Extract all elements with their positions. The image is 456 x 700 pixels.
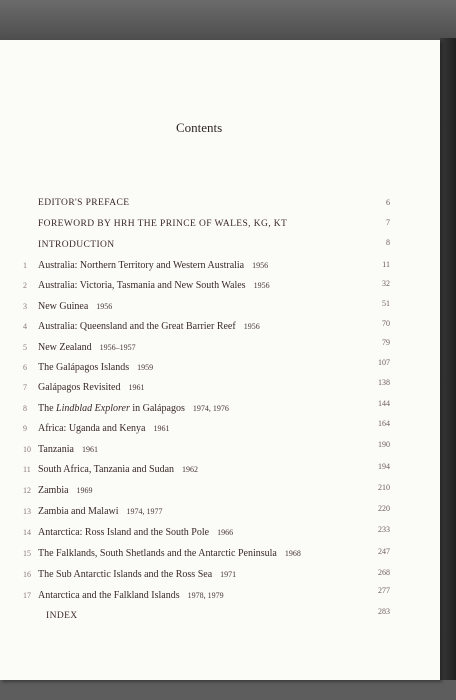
- toc-page-number: 283: [378, 607, 390, 616]
- chapter-title: Tanzania 1961: [38, 444, 98, 455]
- toc-page-number: 233: [378, 525, 390, 534]
- chapter-dates: 1956: [253, 281, 270, 290]
- chapter-title: South Africa, Tanzania and Sudan 1962: [38, 464, 199, 475]
- toc-chapter-row: [0, 440, 440, 462]
- toc-chapter-row: [0, 569, 440, 587]
- toc-page-number: 70: [382, 319, 390, 328]
- chapter-title: Australia: Victoria, Tasmania and New South Wales 1956: [38, 280, 270, 291]
- chapter-number: 5: [23, 343, 27, 352]
- toc-page-number: 190: [378, 440, 390, 449]
- toc-chapter-row: [0, 301, 440, 319]
- chapter-dates: 1956: [252, 261, 269, 270]
- chapter-number: 3: [23, 302, 27, 311]
- chapter-dates: 1966: [217, 528, 234, 537]
- toc-chapter-row: [0, 378, 440, 400]
- chapter-number: 15: [23, 549, 31, 558]
- toc-front-row: [0, 219, 440, 237]
- chapter-number: 12: [23, 486, 31, 495]
- toc-page-number: 144: [378, 399, 390, 408]
- toc-page-number: 277: [378, 586, 390, 595]
- chapter-title: New Zealand 1956–1957: [38, 342, 136, 353]
- contents-page: [0, 40, 440, 680]
- chapter-title: The Falklands, South Shetlands and the Antarctic Peninsula 1968: [38, 548, 301, 559]
- chapter-dates: 1968: [284, 549, 301, 558]
- chapter-title: Zambia 1969: [38, 485, 93, 496]
- toc-front-row: [0, 240, 440, 258]
- toc-page-number: 51: [382, 299, 390, 308]
- toc-front-row: [0, 198, 440, 216]
- toc-chapter-row: [0, 548, 440, 566]
- scan-bottom-margin: [0, 680, 456, 700]
- chapter-number: 1: [23, 261, 27, 270]
- chapter-number: 16: [23, 570, 31, 579]
- chapter-title: The Sub Antarctic Islands and the Ross Sea 1971: [38, 569, 237, 580]
- toc-page-number: 11: [382, 260, 390, 269]
- toc-page-number: 194: [378, 462, 390, 471]
- chapter-number: 6: [23, 363, 27, 372]
- toc-page-number: 79: [382, 338, 390, 347]
- toc-page-number: 220: [378, 504, 390, 513]
- chapter-number: 14: [23, 528, 31, 537]
- chapter-dates: 1974, 1976: [192, 404, 229, 413]
- toc-chapter-row: [0, 419, 440, 441]
- toc-chapter-row: [0, 321, 440, 339]
- chapter-dates: 1956–1957: [99, 343, 136, 352]
- chapter-dates: 1961: [128, 383, 145, 392]
- chapter-title: Galápagos Revisited 1961: [38, 382, 145, 393]
- chapter-number: 17: [23, 591, 31, 600]
- toc-page-number: 210: [378, 483, 390, 492]
- chapter-number: 9: [23, 424, 27, 433]
- chapter-dates: 1956: [96, 302, 113, 311]
- toc-front-label: EDITOR'S PREFACE: [38, 198, 130, 208]
- toc-index-row: [0, 607, 440, 629]
- toc-chapter-row: [0, 464, 440, 482]
- toc-chapter-row: [0, 527, 440, 545]
- page-title: Contents: [176, 120, 223, 135]
- chapter-dates: 1974, 1977: [126, 507, 163, 516]
- chapter-title: Antarctica: Ross Island and the South Pole 1966: [38, 527, 234, 538]
- toc-page-number: 8: [386, 238, 390, 247]
- chapter-dates: 1959: [137, 363, 154, 372]
- toc-page-number: 32: [382, 279, 390, 288]
- chapter-dates: 1961: [153, 424, 170, 433]
- toc-page-number: 164: [378, 419, 390, 428]
- chapter-dates: 1971: [220, 570, 237, 579]
- chapter-title: The Lindblad Explorer in Galápagos 1974, 1976: [38, 403, 229, 414]
- toc-page-number: 268: [378, 568, 390, 577]
- chapter-title: Africa: Uganda and Kenya 1961: [38, 423, 170, 434]
- chapter-number: 7: [23, 383, 27, 392]
- chapter-title: New Guinea 1956: [38, 301, 113, 312]
- chapter-dates: 1962: [182, 465, 199, 474]
- chapter-dates: 1956: [243, 322, 260, 331]
- chapter-title: Australia: Northern Territory and Western Australia 1956: [38, 260, 269, 271]
- chapter-dates: 1961: [81, 445, 98, 454]
- toc-chapter-row: [0, 485, 440, 503]
- chapter-number: 10: [23, 445, 31, 454]
- book-edge-shadow: [440, 38, 456, 700]
- chapter-number: 11: [23, 465, 31, 474]
- chapter-dates: 1969: [76, 486, 93, 495]
- chapter-title: Australia: Queensland and the Great Barrier Reef 1956: [38, 321, 260, 332]
- chapter-number: 4: [23, 322, 27, 331]
- chapter-number: 13: [23, 507, 31, 516]
- toc-chapter-row: [0, 586, 440, 608]
- toc-chapter-row: [0, 260, 440, 278]
- chapter-title: The Galápagos Islands 1959: [38, 362, 154, 373]
- toc-page-number: 247: [378, 547, 390, 556]
- toc-front-label: INTRODUCTION: [38, 240, 115, 250]
- toc-page-number: 7: [386, 218, 390, 227]
- toc-page-number: 6: [386, 198, 390, 207]
- chapter-title: Zambia and Malawi 1974, 1977: [38, 506, 163, 517]
- toc-page-number: 138: [378, 378, 390, 387]
- chapter-title: Antarctica and the Falkland Islands 1978, 1979: [38, 590, 224, 601]
- toc-page-number: 107: [378, 358, 390, 367]
- chapter-dates: 1978, 1979: [187, 591, 224, 600]
- toc-chapter-row: [0, 280, 440, 298]
- chapter-number: 2: [23, 281, 27, 290]
- toc-front-label: FOREWORD BY HRH THE PRINCE OF WALES, KG, KT: [38, 219, 288, 229]
- toc-index-label: INDEX: [46, 611, 78, 621]
- chapter-number: 8: [23, 404, 27, 413]
- toc-chapter-row: [0, 506, 440, 524]
